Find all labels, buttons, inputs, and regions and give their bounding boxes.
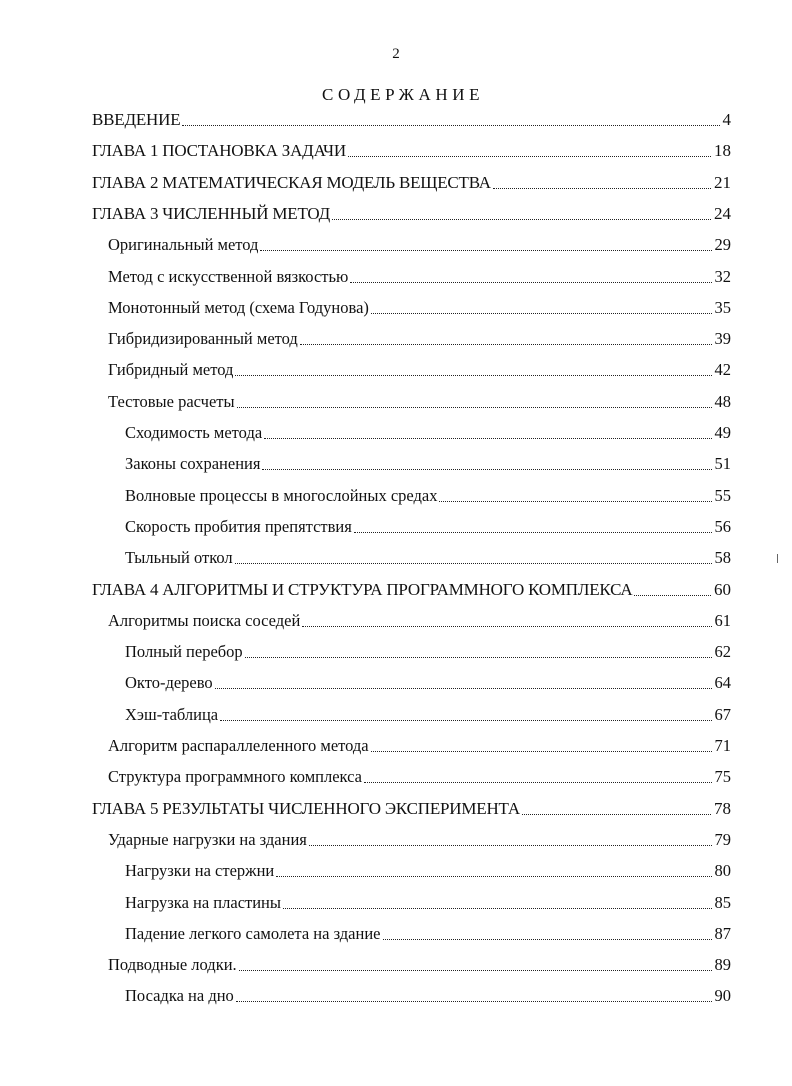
toc-entry bbox=[108, 262, 731, 288]
toc-entry-label: Ударные нагрузки на здания bbox=[108, 829, 307, 849]
toc-entry-label: Тыльный откол bbox=[125, 548, 233, 568]
toc-entry-label: Волновые процессы в многослойных средах bbox=[125, 485, 438, 505]
toc-entry-page: 62 bbox=[714, 642, 731, 662]
toc-entry-page: 85 bbox=[714, 892, 731, 912]
toc-entry-page: 75 bbox=[714, 767, 731, 787]
toc-entry-label: Окто-дерево bbox=[125, 673, 213, 693]
toc-entry-page: 64 bbox=[714, 673, 731, 693]
toc-entry-label: Алгоритм распараллеленного метода bbox=[108, 736, 369, 755]
toc-entry-label: Скорость пробития препятствия bbox=[125, 516, 352, 536]
toc-entry-page: 4 bbox=[722, 110, 731, 129]
toc-entry-label: Сходимость метода bbox=[125, 423, 263, 442]
dot-leader bbox=[300, 344, 712, 345]
toc-entry-page: 35 bbox=[714, 297, 731, 317]
toc-entry-page: 39 bbox=[714, 329, 731, 349]
dot-leader bbox=[215, 688, 712, 689]
toc-entry-label: Тестовые расчеты bbox=[108, 391, 235, 411]
toc-entry bbox=[92, 105, 731, 131]
toc-entry-label: Посадка на дно bbox=[125, 986, 234, 1006]
toc-entry-label: Нагрузка на пластины bbox=[125, 892, 281, 912]
toc-entry bbox=[108, 950, 731, 976]
toc-entry bbox=[108, 825, 731, 851]
toc-entry-label: Алгоритмы поиска соседей bbox=[108, 610, 301, 630]
toc-entry-page: 90 bbox=[714, 986, 731, 1006]
toc-entry-page: 80 bbox=[714, 861, 731, 881]
toc-entry-page: 71 bbox=[714, 736, 731, 755]
toc-entry-label: Законы сохранения bbox=[125, 454, 261, 474]
toc-entry bbox=[108, 230, 731, 256]
toc-entry-page: 18 bbox=[714, 141, 731, 161]
dot-leader bbox=[332, 219, 711, 220]
toc-entry bbox=[125, 418, 731, 444]
toc-entry bbox=[92, 168, 731, 194]
toc-entry bbox=[92, 136, 731, 162]
toc-entry bbox=[108, 324, 731, 350]
toc-entry bbox=[125, 668, 731, 694]
toc-entry bbox=[92, 575, 731, 601]
dot-leader bbox=[235, 563, 712, 564]
toc-entry-label: ГЛАВА 2 МАТЕМАТИЧЕСКАЯ МОДЕЛЬ ВЕЩЕСТВА bbox=[92, 172, 491, 192]
toc-entry-page: 61 bbox=[714, 610, 731, 630]
toc-entry-page: 32 bbox=[714, 266, 731, 286]
toc-entry-page: 48 bbox=[714, 391, 731, 411]
toc-entry bbox=[125, 700, 731, 726]
dot-leader bbox=[309, 845, 712, 846]
dot-leader bbox=[236, 1001, 712, 1002]
dot-leader bbox=[439, 501, 711, 502]
toc-entry-label: Метод с искусственной вязкостью bbox=[108, 266, 349, 286]
toc-entry-label: Гибридный метод bbox=[108, 360, 234, 380]
toc-entry-label: Подводные лодки. bbox=[108, 955, 237, 975]
toc-entry-label: Нагрузки на стержни bbox=[125, 861, 275, 881]
dot-leader bbox=[634, 595, 711, 596]
toc-entry-label: Полный перебор bbox=[125, 642, 243, 662]
dot-leader bbox=[493, 188, 711, 189]
toc-entry-label: ВВЕДЕНИЕ bbox=[92, 110, 181, 129]
dot-leader bbox=[260, 250, 711, 251]
toc-entry bbox=[125, 449, 731, 475]
toc-entry-page: 67 bbox=[714, 704, 731, 724]
toc-entry bbox=[108, 355, 731, 381]
toc-entry-label: ГЛАВА 1 ПОСТАНОВКА ЗАДАЧИ bbox=[92, 141, 346, 161]
toc-entry bbox=[125, 856, 731, 882]
scan-artifact bbox=[777, 554, 778, 563]
toc-entry bbox=[125, 512, 731, 538]
toc-entry-label: ГЛАВА 3 ЧИСЛЕННЫЙ МЕТОД bbox=[92, 203, 331, 223]
toc-entry bbox=[125, 637, 731, 663]
dot-leader bbox=[350, 282, 711, 283]
toc-entry-label: Гибридизированный метод bbox=[108, 329, 298, 349]
toc-entry-label: Оригинальный метод bbox=[108, 235, 259, 255]
toc-title: СОДЕРЖАНИЕ bbox=[322, 85, 485, 104]
dot-leader bbox=[182, 125, 719, 126]
toc-entry-page: 89 bbox=[714, 955, 731, 975]
dot-leader bbox=[354, 532, 712, 533]
toc-entry-page: 51 bbox=[714, 454, 731, 474]
toc-entry-page: 42 bbox=[714, 360, 731, 380]
toc-entry bbox=[125, 543, 731, 569]
dot-leader bbox=[364, 782, 712, 783]
dot-leader bbox=[302, 626, 711, 627]
dot-leader bbox=[235, 375, 711, 376]
dot-leader bbox=[220, 720, 711, 721]
toc-entry bbox=[108, 731, 731, 757]
toc-entry-page: 58 bbox=[714, 548, 731, 568]
toc-entry bbox=[92, 199, 731, 225]
dot-leader bbox=[283, 908, 712, 909]
toc-entry-page: 60 bbox=[714, 579, 731, 599]
page-number: 2 bbox=[392, 46, 400, 62]
toc-entry-page: 78 bbox=[714, 798, 731, 818]
dot-leader bbox=[383, 939, 712, 940]
dot-leader bbox=[262, 469, 711, 470]
toc-entry-label: Хэш-таблица bbox=[125, 704, 219, 724]
toc-entry-page: 24 bbox=[714, 203, 731, 223]
toc-entry-page: 56 bbox=[714, 516, 731, 536]
dot-leader bbox=[264, 438, 711, 439]
toc-entry-label: Монотонный метод (схема Годунова) bbox=[108, 297, 369, 317]
toc-entry bbox=[125, 981, 731, 1007]
toc-entry-label: ГЛАВА 5 РЕЗУЛЬТАТЫ ЧИСЛЕННОГО ЭКСПЕРИМЕНТА bbox=[92, 798, 520, 818]
toc-entry bbox=[108, 387, 731, 413]
toc-entry-label: ГЛАВА 4 АЛГОРИТМЫ И СТРУКТУРА ПРОГРАММНОГО КОМПЛЕКСА bbox=[92, 579, 633, 599]
dot-leader bbox=[276, 876, 711, 877]
toc-entry bbox=[108, 293, 731, 319]
dot-leader bbox=[522, 814, 711, 815]
dot-leader bbox=[371, 751, 712, 752]
toc-entry bbox=[125, 919, 731, 945]
toc-entry-page: 49 bbox=[714, 423, 731, 442]
toc-entry-page: 21 bbox=[714, 172, 731, 192]
dot-leader bbox=[239, 970, 712, 971]
dot-leader bbox=[245, 657, 712, 658]
toc-entry-label: Падение легкого самолета на здание bbox=[125, 923, 381, 943]
toc-entry-page: 29 bbox=[714, 235, 731, 255]
dot-leader bbox=[371, 313, 712, 314]
toc-entry bbox=[92, 794, 731, 820]
toc-entry bbox=[108, 606, 731, 632]
toc-entry bbox=[108, 762, 731, 788]
dot-leader bbox=[348, 156, 711, 157]
toc-entry-page: 87 bbox=[714, 923, 731, 943]
dot-leader bbox=[237, 407, 712, 408]
toc-entry bbox=[125, 481, 731, 507]
toc-entry-page: 55 bbox=[714, 485, 731, 505]
toc-entry-label: Структура программного комплекса bbox=[108, 767, 362, 787]
toc-entry-page: 79 bbox=[714, 829, 731, 849]
toc-entry bbox=[125, 888, 731, 914]
